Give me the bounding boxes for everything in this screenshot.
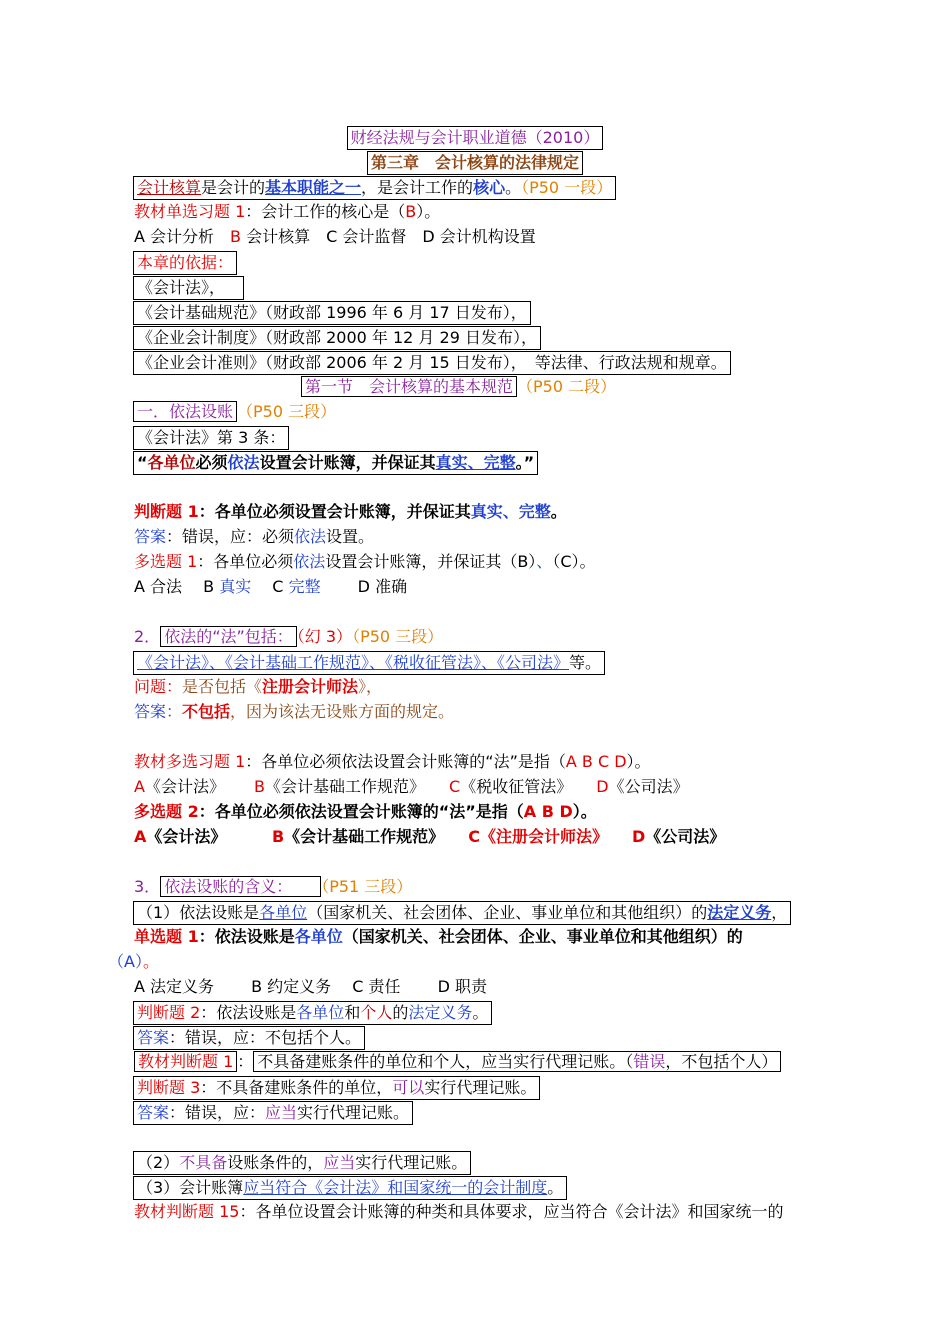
judgment-2: 判断题 2：依法设账是各单位和个人的法定义务。 [133, 1001, 492, 1025]
basis-enterprise-system: 《企业会计制度》（财政部 2000 年 12 月 29 日发布）， [133, 326, 541, 350]
chapter-title: 第三章 会计核算的法律规定 [367, 151, 583, 175]
single-choice-1: 单选题 1：依法设账是各单位（国家机关、社会团体、企业、事业单位和其他组织）的 [134, 927, 743, 946]
law-article-3-quote: “各单位必须依法设置会计账簿，并保证其真实、完整。” [133, 451, 538, 475]
heading-set-accounts: 一．依法设账 （P50 三段） [133, 401, 336, 423]
question-cpa-law: 问题：是否包括《注册会计师法》， [134, 677, 383, 696]
meaning-3: （3）会计账簿应当符合《会计法》和国家统一的会计制度。 [133, 1176, 567, 1200]
answer-judgment-2: 答案：错误，应：不包括个人。 [133, 1026, 365, 1050]
multi-choice-1: 多选题 1：各单位必须依法设置会计账簿，并保证其（B）、（C）。 [134, 552, 596, 571]
law-list: 《会计法》、《会计基础工作规范》、《税收征管法》、《公司法》等。 [133, 651, 605, 675]
chapter-title-row [0, 151, 950, 175]
options-line-1: A 会计分析 B 会计核算 C 会计监督 D 会计机构设置 [134, 227, 536, 246]
document-title-row [0, 126, 950, 150]
textbook-single-choice-1: 教材单选习题 1：会计工作的核心是（B）。 [134, 202, 441, 221]
answer-cpa-law: 答案：不包括，因为该法无设账方面的规定。 [134, 702, 455, 721]
law-article-3: 《会计法》第 3 条： [133, 426, 289, 450]
textbook-multi-choice-1: 教材多选习题 1：各单位必须依法设置会计账簿的“法”是指（A B C D）。 [134, 752, 651, 771]
options-line-4: A《会计法》 B《会计基础工作规范》 C《注册会计师法》 D《公司法》 [134, 827, 726, 846]
judgment-3: 判断题 3：不具备建账条件的单位，可以实行代理记账。 [133, 1076, 540, 1100]
answer-judgment-1: 答案：错误，应：必须依法设置。 [134, 527, 375, 546]
meaning-2: （2）不具备设账条件的，应当实行代理记账。 [133, 1151, 471, 1175]
heading-meaning: 3． 依法设账的含义： （P51 三段） [134, 877, 413, 896]
basis-accounting-law: 《会计法》， [133, 276, 244, 300]
textbook-judgment-1: 教材判断题 1 ： 不具备建账条件的单位和个人，应当实行代理记账。（错误，不包括个人） [134, 1051, 781, 1073]
basis-accounting-standards: 《会计基础规范》（财政部 1996 年 6 月 17 日发布）， [133, 301, 531, 325]
options-line-2: A 合法 B 真实 C 完整 D 准确 [134, 577, 408, 596]
document-title: 财经法规与会计职业道德（2010） [347, 126, 604, 150]
chapter-basis-heading: 本章的依据： [133, 251, 237, 275]
multi-choice-2: 多选题 2：各单位必须依法设置会计账簿的“法”是指（A B D）。 [134, 802, 597, 821]
heading-law-includes: 2． 依法的“法”包括： （幻 3）（P50 三段） [134, 627, 444, 646]
options-line-5: A 法定义务 B 约定义务 C 责任 D 职责 [134, 977, 488, 996]
single-choice-1-answer: （A）。 [108, 952, 159, 971]
basis-enterprise-standards: 《企业会计准则》（财政部 2006 年 2 月 15 日发布）， 等法律、行政法规和规章。 [133, 351, 731, 375]
line-accounting-core: 会计核算是会计的基本职能之一，是会计工作的核心。（P50 一段） [133, 176, 616, 200]
options-line-3: A《会计法》 B《会计基础工作规范》 C《税收征管法》 D《公司法》 [134, 777, 689, 796]
textbook-judgment-15: 教材判断题 15：各单位设置会计账簿的种类和具体要求，应当符合《会计法》和国家统一的 [134, 1202, 784, 1221]
judgment-1: 判断题 1：各单位必须设置会计账簿，并保证其真实、完整。 [134, 502, 567, 521]
meaning-1: （1）依法设账是各单位（国家机关、社会团体、企业、事业单位和其他组织）的法定义务， [133, 901, 791, 925]
answer-judgment-3: 答案：错误，应：应当实行代理记账。 [133, 1101, 413, 1125]
section-1-heading: 第一节 会计核算的基本规范 （P50 二段） [301, 376, 616, 398]
